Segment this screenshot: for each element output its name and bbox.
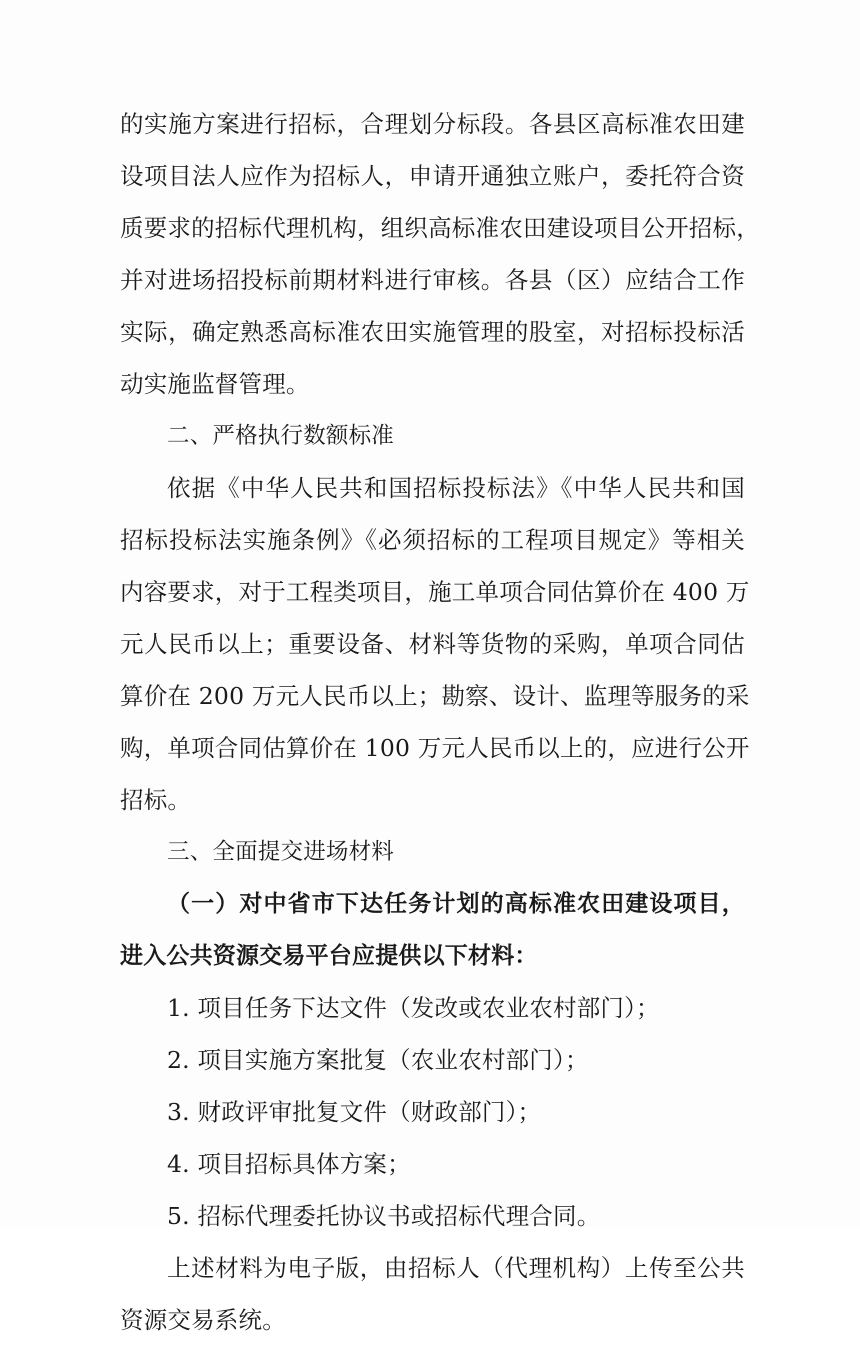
text-line: 上述材料为电子版，由招标人（代理机构）上传至公共 [167, 1254, 745, 1282]
text-line: 设项目法人应作为招标人，申请开通独立账户，委托符合资 [120, 162, 745, 190]
list-item: 1. 项目任务下达文件（发改或农业农村部门）； [167, 994, 660, 1022]
list-item: 2. 项目实施方案批复（农业农村部门）； [167, 1046, 589, 1074]
materials-list [120, 982, 745, 1242]
text-line: 元人民币以上；重要设备、材料等货物的采购，单项合同估 [120, 630, 745, 658]
sub-heading-line: （一）对中省市下达任务计划的高标准农田建设项目， [167, 890, 745, 917]
text-line: 依据《中华人民共和国招标投标法》《中华人民共和国 [167, 474, 745, 502]
list-item: 3. 财政评审批复文件（财政部门）； [167, 1098, 542, 1126]
text-line: 动实施监督管理。 [120, 370, 310, 398]
text-line: 资源交易系统。 [120, 1306, 286, 1334]
text-line: 内容要求，对于工程类项目，施工单项合同估算价在 400 万 [120, 578, 750, 606]
text-line: 实际，确定熟悉高标准农田实施管理的股室，对招标投标活 [120, 318, 745, 346]
text-line: 质要求的招标代理机构，组织高标准农田建设项目公开招标， [120, 214, 760, 242]
section-3 [120, 826, 745, 1346]
text-line: 算价在 200 万元人民币以上；勘察、设计、监理等服务的采 [120, 682, 750, 710]
document-body [120, 98, 760, 1346]
paragraph-continuation [120, 98, 760, 410]
section-2 [120, 410, 750, 826]
text-line: 购，单项合同估算价在 100 万元人民币以上的，应进行公开 [120, 734, 750, 762]
text-line: 招标投标法实施条例》《必须招标的工程项目规定》等相关 [120, 526, 745, 554]
section-heading: 二、严格执行数额标准 [167, 423, 395, 449]
text-line: 的实施方案进行招标，合理划分标段。各县区高标准农田建 [120, 110, 745, 138]
list-item: 4. 项目招标具体方案； [167, 1150, 411, 1178]
list-item: 5. 招标代理委托协议书或招标代理合同。 [167, 1202, 601, 1230]
section-heading: 三、全面提交进场材料 [167, 839, 395, 865]
text-line: 并对进场招投标前期材料进行审核。各县（区）应结合工作 [120, 266, 745, 294]
text-line: 招标。 [120, 786, 192, 814]
sub-heading-line: 进入公共资源交易平台应提供以下材料： [120, 942, 538, 969]
